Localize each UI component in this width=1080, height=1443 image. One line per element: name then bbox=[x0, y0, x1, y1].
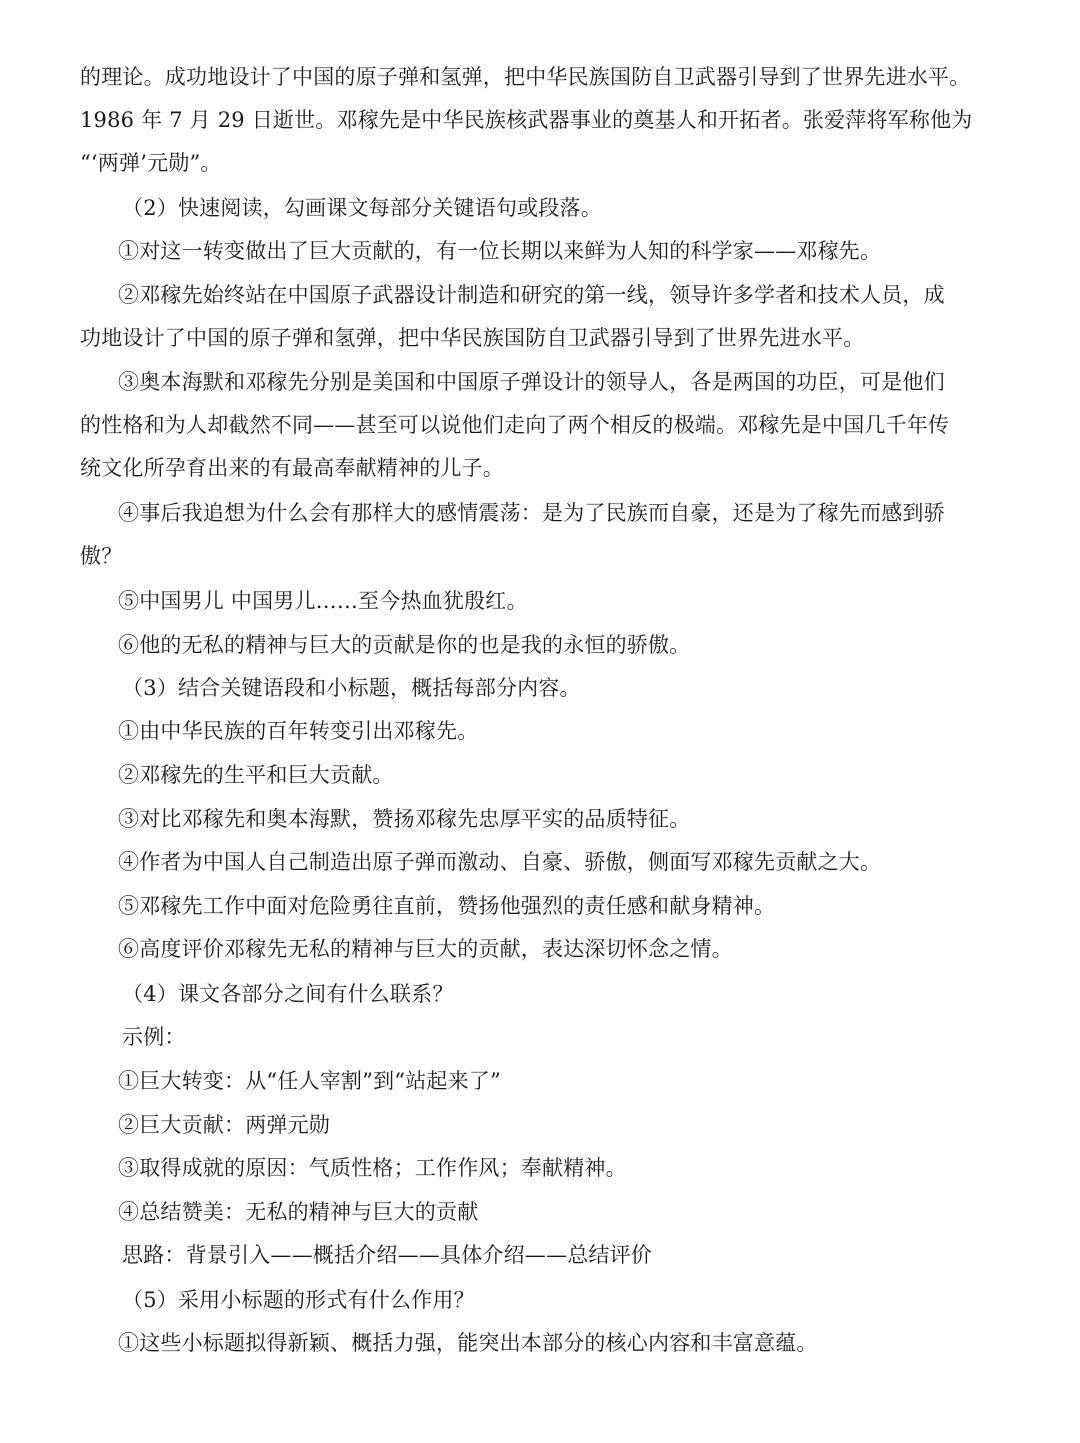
list-item: ①由中华民族的百年转变引出邓稼先。 bbox=[118, 719, 479, 743]
list-item: ⑥他的无私的精神与巨大的贡献是你的也是我的永恒的骄傲。 bbox=[118, 633, 691, 657]
section-heading: （5）采用小标题的形式有什么作用？ bbox=[122, 1288, 475, 1312]
list-item: ⑤中国男儿 中国男儿……至今热血犹殷红。 bbox=[118, 589, 528, 613]
list-item: ①对这一转变做出了巨大贡献的，有一位长期以来鲜为人知的科学家——邓稼先。 bbox=[118, 239, 882, 263]
section-heading: （4）课文各部分之间有什么联系？ bbox=[122, 982, 454, 1006]
text-line: 傲？ bbox=[80, 544, 123, 568]
text-line: 统文化所孕育出来的有最高奉献精神的儿子。 bbox=[80, 456, 504, 480]
list-item: ④作者为中国人自己制造出原子弹而激动、自豪、骄傲，侧面写邓稼先贡献之大。 bbox=[118, 850, 882, 874]
text-line: 1986 年 7 月 29 日逝世。邓稼先是中华民族核武器事业的奠基人和开拓者。张爱萍将军称他为 bbox=[80, 108, 973, 132]
text-line: “‘两弹’元勋”。 bbox=[80, 151, 222, 175]
list-item: ⑤邓稼先工作中面对危险勇往直前，赞扬他强烈的责任感和献身精神。 bbox=[118, 894, 776, 918]
outline-summary: 思路：背景引入——概括介绍——具体介绍——总结评价 bbox=[122, 1243, 652, 1267]
list-item: ④事后我追想为什么会有那样大的感情震荡：是为了民族而自豪，还是为了稼先而感到骄 bbox=[118, 501, 945, 525]
list-item: ⑥高度评价邓稼先无私的精神与巨大的贡献，表达深切怀念之情。 bbox=[118, 937, 733, 961]
list-item: ③取得成就的原因：气质性格；工作作风；奉献精神。 bbox=[118, 1156, 627, 1180]
list-item: ②邓稼先始终站在中国原子武器设计制造和研究的第一线，领导许多学者和技术人员，成 bbox=[118, 283, 945, 307]
section-heading: （2）快速阅读，勾画课文每部分关键语句或段落。 bbox=[122, 196, 602, 220]
list-item: ①巨大转变：从“任人宰割”到“站起来了” bbox=[118, 1069, 501, 1093]
text-line: 功地设计了中国的原子弹和氢弹，把中华民族国防自卫武器引导到了世界先进水平。 bbox=[80, 326, 865, 350]
text-line: 的性格和为人却截然不同——甚至可以说他们走向了两个相反的极端。邓稼先是中国几千年传 bbox=[80, 413, 950, 437]
list-item: ②巨大贡献：两弹元勋 bbox=[118, 1113, 330, 1137]
list-item: ①这些小标题拟得新颖、概括力强，能突出本部分的核心内容和丰富意蕴。 bbox=[118, 1331, 818, 1355]
section-heading: （3）结合关键语段和小标题，概括每部分内容。 bbox=[122, 676, 581, 700]
list-item: ③对比邓稼先和奥本海默，赞扬邓稼先忠厚平实的品质特征。 bbox=[118, 807, 691, 831]
list-item: ②邓稼先的生平和巨大贡献。 bbox=[118, 763, 394, 787]
text-line: 的理论。成功地设计了中国的原子弹和氢弹，把中华民族国防自卫武器引导到了世界先进水平。 bbox=[80, 65, 971, 89]
list-item: ④总结赞美：无私的精神与巨大的贡献 bbox=[118, 1200, 479, 1224]
list-item: ③奥本海默和邓稼先分别是美国和中国原子弹设计的领导人，各是两国的功臣，可是他们 bbox=[118, 370, 945, 394]
example-label: 示例： bbox=[122, 1025, 186, 1049]
